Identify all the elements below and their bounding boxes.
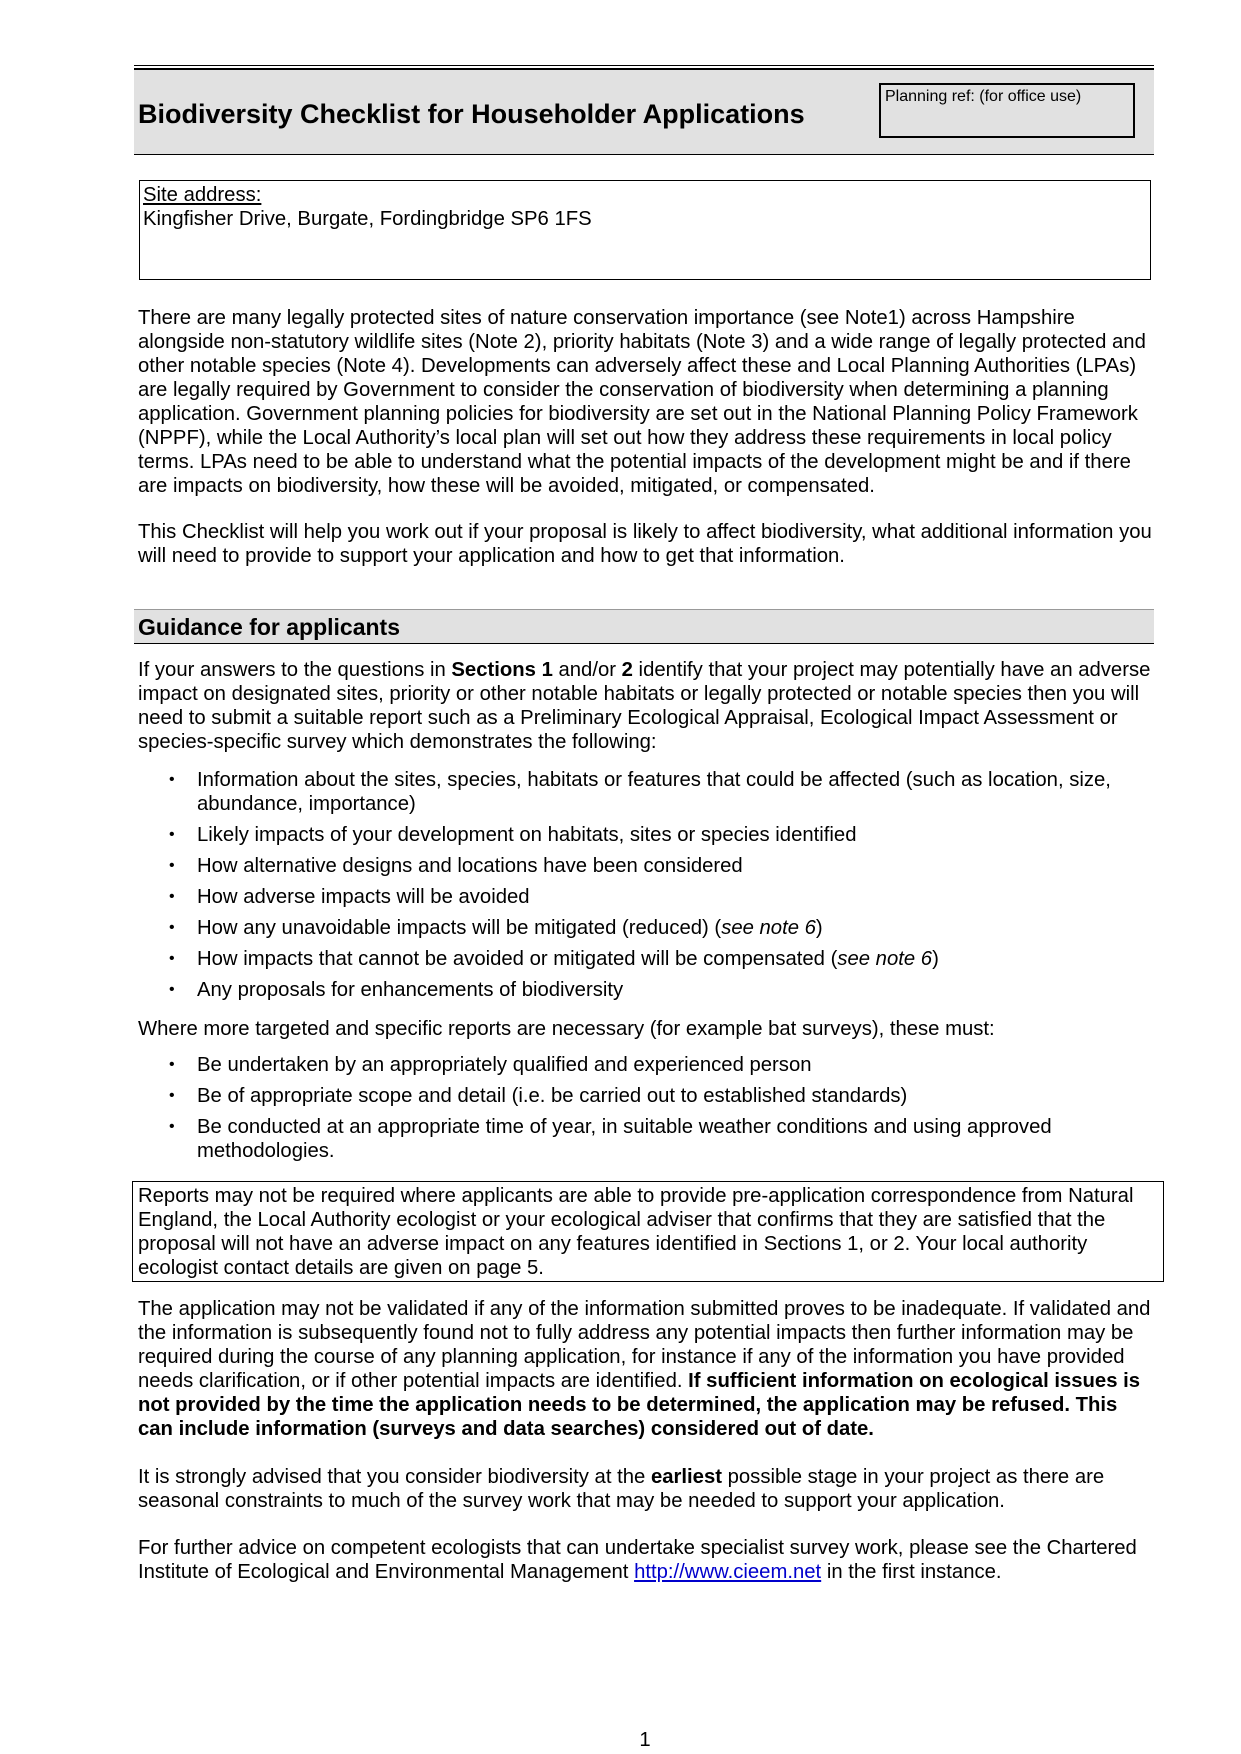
guidance-paragraph-2: Where more targeted and specific reports are necessary (for example bat surveys), these must: [138,1018,995,1040]
site-address-field[interactable] [139,180,1151,280]
specific-reports-list [138,1053,1153,1170]
reports-note-box: Reports may not be required where applicants are able to provide pre-application correspondence from Natural England, the Local Authority ecologist or your ecological adviser that confirms that they are satisfied that the proposal will not have an adverse impact on any features identified in Sections 1, or 2. Your local authority ecologist contact details are given on page 5. [132,1181,1164,1282]
guidance-heading: Guidance for applicants [138,614,400,640]
intro-paragraph-1: There are many legally protected sites of nature conservation importance (see Note1) across Hampshire alongside non-statutory wildlife sites (Note 2), priority habitats (Note 3) and a wide range of legally protected and other notable species (Note 4). Developments can adversely affect these and Local Planning Authorities (LPAs) are legally required by Government to consider the conservation of biodiversity when determining a planning application. Government planning policies for biodiversity are set out in the National Planning Policy Framework (NPPF), while the Local Authority’s local plan will set out how they address these requirements in local policy terms. LPAs need to be able to understand what the potential impacts of the development might be and if there are impacts on biodiversity, how these will be avoided, mitigated, or compensated. [138,307,1146,497]
intro-paragraph-2: This Checklist will help you work out if your proposal is likely to affect biodiversity, what additional information you will need to provide to support your application and how to get that information. [138,521,1152,567]
advice-paragraph: For further advice on competent ecologists that can undertake specialist survey work, please see the Chartered Institute of Ecological and Environmental Management http://www.cieem.net in the first instance. [138,1537,1137,1583]
document-header [134,68,1154,155]
list-item: • How any unavoidable impacts will be mitigated (reduced) (see note 6) [138,916,1153,940]
validation-paragraph: The application may not be validated if any of the information submitted proves to be inadequate. If validated and the information is subsequently found not to fully address any potential impacts then further information may be required during the course of any planning application, for instance if any of the information you have provided needs clarification, or if other potential impacts are identified. If sufficient information on ecological issues is not provided by the time the application needs to be determined, the application may be refused. This can include information (surveys and data searches) considered out of date. [138,1298,1151,1440]
list-item: • How alternative designs and locations have been considered [138,854,1153,878]
list-item: • How adverse impacts will be avoided [138,885,1153,909]
planning-ref-field[interactable] [879,83,1135,138]
guidance-paragraph-1: If your answers to the questions in Sections 1 and/or 2 identify that your project may potentially have an adverse impact on designated sites, priority or other notable habitats or legally protected or notable species then you will need to submit a suitable report such as a Preliminary Ecological Appraisal, Ecological Impact Assessment or species-specific survey which demonstrates the following: [138,659,1151,753]
list-item: • Likely impacts of your development on habitats, sites or species identified [138,823,1153,847]
list-item: • Be conducted at an appropriate time of year, in suitable weather conditions and using approved methodologies. [138,1115,1153,1163]
list-item: • How impacts that cannot be avoided or mitigated will be compensated (see note 6) [138,947,1153,971]
planning-ref-label: Planning ref: (for office use) [885,88,1082,105]
page-number: 1 [639,1729,651,1751]
list-item: • Information about the sites, species, habitats or features that could be affected (such as location, size, abundance, importance) [138,768,1153,816]
list-item: • Be of appropriate scope and detail (i.e. be carried out to established standards) [138,1084,1153,1108]
header-top-rule [134,65,1154,66]
site-address-value: Kingfisher Drive, Burgate, Fordingbridge SP6 1FS [143,208,592,230]
cieem-link[interactable]: http://www.cieem.net [634,1561,822,1583]
page-title: Biodiversity Checklist for Householder Applications [138,99,805,129]
guidance-heading-bar [134,609,1154,644]
site-address-label: Site address: [143,184,262,206]
list-item: • Any proposals for enhancements of biodiversity [138,978,1153,1002]
report-requirements-list [138,768,1153,1009]
list-item: • Be undertaken by an appropriately qualified and experienced person [138,1053,1153,1077]
earliest-paragraph: It is strongly advised that you consider biodiversity at the earliest possible stage in your project as there are seasonal constraints to much of the survey work that may be needed to support your application. [138,1466,1105,1512]
